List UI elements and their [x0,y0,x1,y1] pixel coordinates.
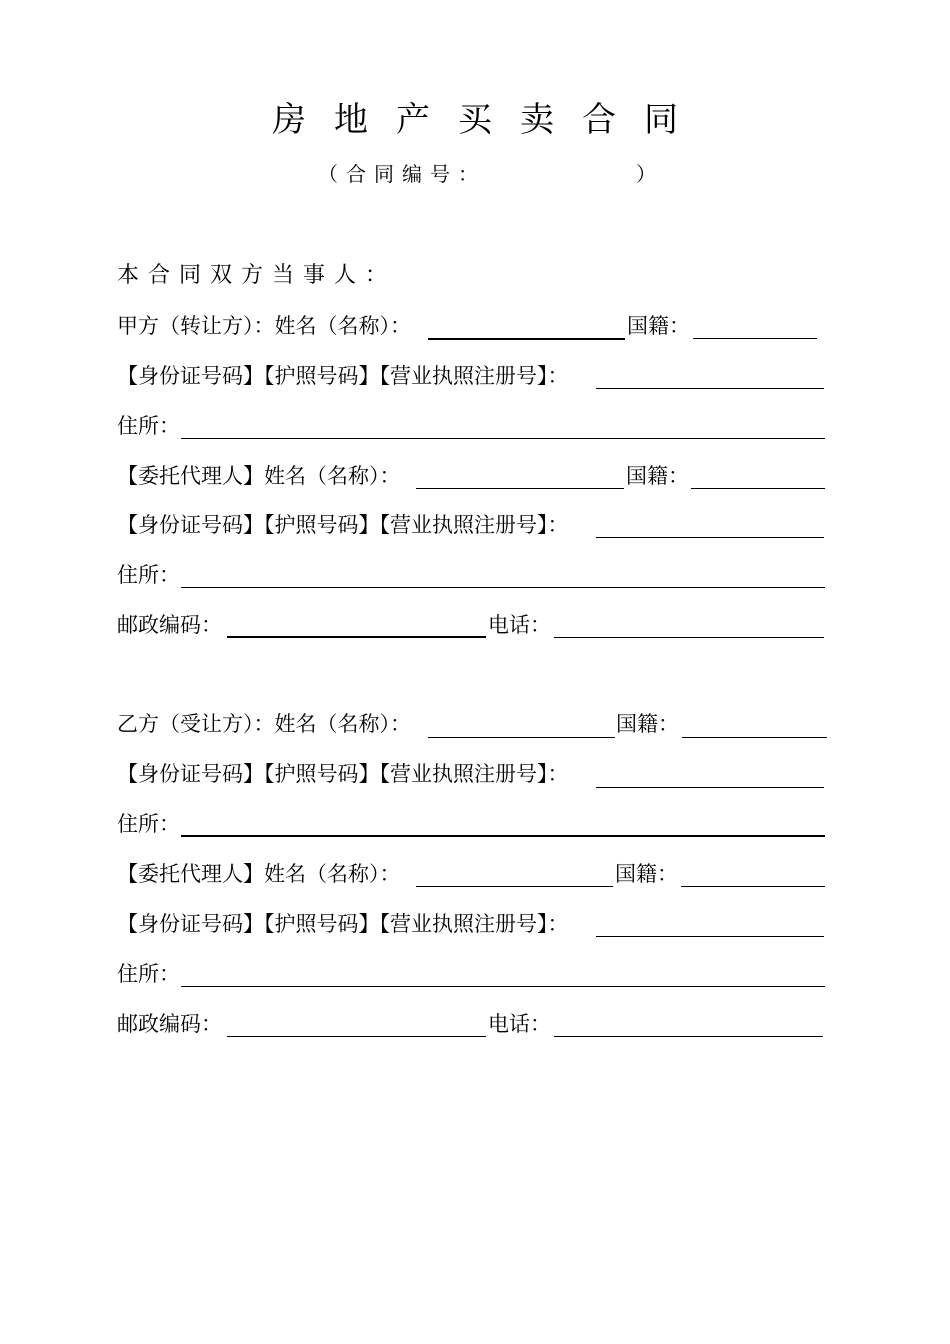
party-a-name-row [117,310,411,340]
party-b-name-label: ：姓名（名称）： [253,712,411,736]
party-a-postcode-label: 邮政编码： [117,613,222,637]
party-a-name-field[interactable] [428,338,625,340]
party-b-phone-field[interactable] [554,1036,823,1037]
party-b-agent-address-label: 住所： [117,962,180,986]
party-a-postcode-field[interactable] [227,636,486,638]
party-b-agent-name-field[interactable] [416,886,613,887]
party-a-agent-address-label: 住所： [117,563,180,587]
party-a-agent-nationality-field[interactable] [691,488,825,489]
party-b-id-label: 【身份证号码】【护照号码】【营业执照注册号】： [117,762,569,786]
party-b-name-row [117,708,411,738]
contract-number-label: （合同编号： [318,162,486,186]
party-a-id-label: 【身份证号码】【护照号码】【营业执照注册号】： [117,364,569,388]
party-b-id-field[interactable] [596,787,824,788]
party-b-phone-label: 电话： [488,1012,551,1036]
party-a-agent-id-label: 【身份证号码】【护照号码】【营业执照注册号】： [117,513,569,537]
party-b-agent-name-label: 【委托代理人】姓名（名称）： [117,862,401,886]
party-b-postcode-label: 邮政编码： [117,1012,222,1036]
contract-number-close: ） [636,162,656,186]
party-a-nationality-field[interactable] [693,338,817,339]
party-b-agent-id-label: 【身份证号码】【护照号码】【营业执照注册号】： [117,912,569,936]
party-b-nationality-label: 国籍： [616,712,679,736]
party-b-agent-nationality-field[interactable] [681,886,825,887]
party-a-agent-name-field[interactable] [416,488,624,489]
party-b-name-field[interactable] [428,737,615,738]
party-b-postcode-field[interactable] [227,1036,486,1037]
party-a-phone-field[interactable] [554,637,824,638]
party-b-nationality-field[interactable] [682,737,827,738]
party-a-agent-id-field[interactable] [596,537,824,538]
party-b-address-field[interactable] [181,835,825,837]
party-b-agent-address-field[interactable] [181,986,825,987]
party-a-name-label: ：姓名（名称）： [253,314,411,338]
party-a-address-label: 住所： [117,414,180,438]
party-a-agent-nationality-label: 国籍： [626,464,689,488]
party-a-agent-address-field[interactable] [181,587,825,588]
document-title: 房地产买卖合同 [272,100,706,140]
party-a-heading: 甲方（转让方） [117,314,254,338]
party-a-id-field[interactable] [596,388,824,389]
party-a-phone-label: 电话： [488,613,551,637]
party-b-heading: 乙方（受让方） [117,712,254,736]
party-a-nationality-label: 国籍： [627,314,690,338]
party-b-address-label: 住所： [117,812,180,836]
party-b-agent-id-field[interactable] [596,936,824,937]
party-a-address-field[interactable] [181,438,825,439]
section-heading: 本合同双方当事人： [117,263,397,288]
party-b-agent-nationality-label: 国籍： [615,862,678,886]
party-a-agent-name-label: 【委托代理人】姓名（名称）： [117,464,401,488]
